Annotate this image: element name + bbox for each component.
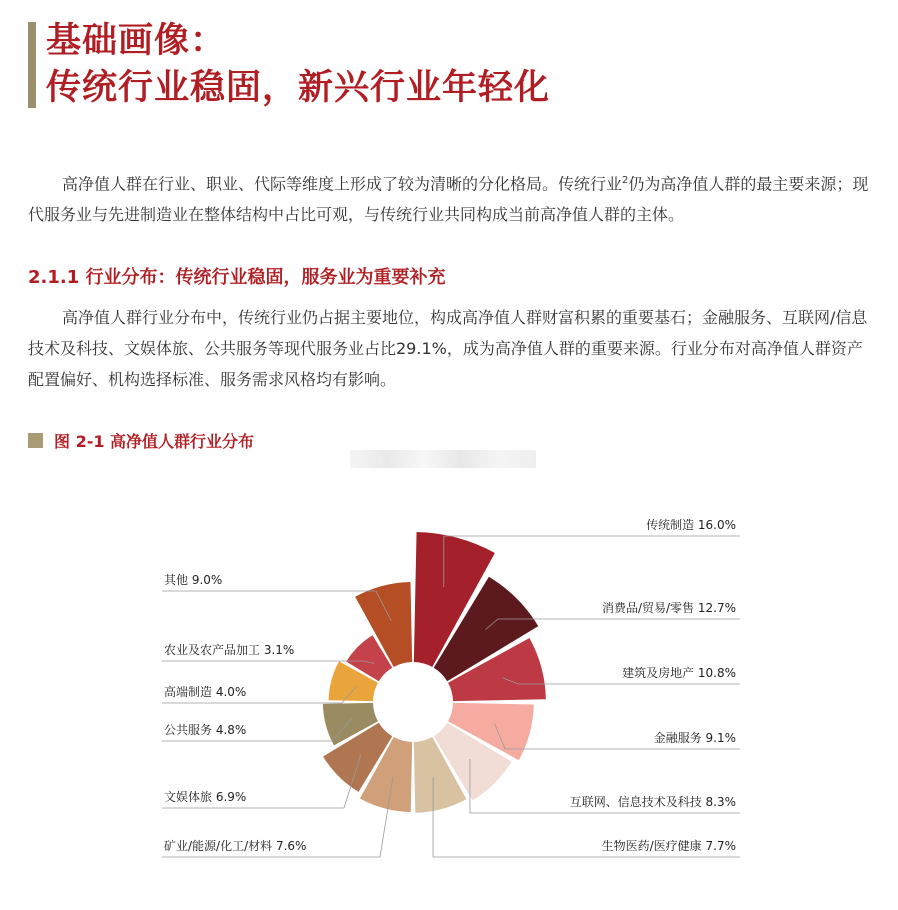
slice-label-2: 建筑及房地产 10.8% — [622, 666, 736, 680]
footnote-marker[interactable]: 2 — [622, 175, 629, 186]
page-title-line1: 基础画像： — [46, 21, 227, 61]
intro-text-b: 仍为高净值人群的最主要来源；现代服务业与先进制造业在整体结构中占比可观，与传统行业共同构成当前高净值人群的主体。 — [28, 174, 869, 225]
slice-label-6: 矿业/能源/化工/材料 7.6% — [164, 839, 307, 853]
section-paragraph: 高净值人群行业分布中，传统行业仍占据主要地位，构成高净值人群财富积累的重要基石；金融服务、互联网/信息技术及科技、文娱体旅、公共服务等现代服务业占比29.1%，成为高净值人群的重要来源。行业分布对高净值人群资产配置偏好、机构选择标准、服务需求风格均有影响。 — [28, 308, 868, 389]
intro-text-a: 高净值人群在行业、职业、代际等维度上形成了较为清晰的分化格局。传统行业 — [62, 174, 623, 194]
slice-label-3: 金融服务 9.1% — [653, 731, 736, 745]
page-title-line2: 传统行业稳固，新兴行业年轻化 — [46, 68, 551, 108]
slice-label-7: 文娱体旅 6.9% — [164, 790, 247, 804]
section-heading: 2.1.1 行业分布：传统行业稳固，服务业为重要补充 — [28, 267, 446, 288]
slice-label-5: 生物医药/医疗健康 7.7% — [601, 839, 736, 853]
slice-label-9: 高端制造 4.0% — [164, 685, 247, 699]
slice-label-10: 农业及农产品加工 3.1% — [164, 643, 295, 657]
slice-label-1: 消费品/贸易/零售 12.7% — [601, 601, 736, 615]
slice-label-8: 公共服务 4.8% — [164, 723, 247, 737]
leader-line-11 — [162, 591, 391, 621]
figure-caption: 图 2-1 高净值人群行业分布 — [54, 432, 255, 451]
slice-label-0: 传统制造 16.0% — [646, 518, 736, 532]
slice-label-4: 互联网、信息技术及科技 8.3% — [569, 795, 736, 809]
leader-line-10 — [162, 661, 374, 663]
slice-label-11: 其他 9.0% — [164, 573, 223, 587]
